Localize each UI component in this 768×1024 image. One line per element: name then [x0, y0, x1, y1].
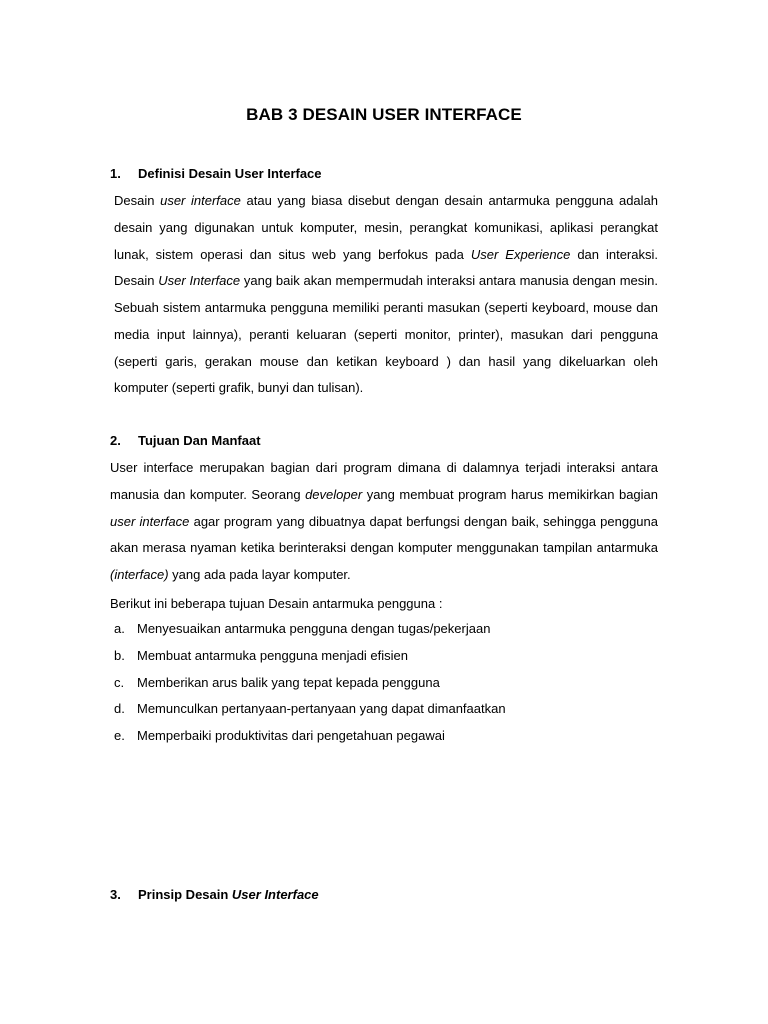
list-item	[114, 727, 506, 754]
list-item-text: Memberikan arus balik yang tepat kepada pengguna	[137, 674, 440, 690]
section-3-heading	[110, 886, 319, 904]
list-item	[114, 620, 506, 647]
section-1-title: Definisi Desain User Interface	[138, 166, 322, 181]
list-item-letter: c.	[114, 674, 125, 690]
list-item	[114, 674, 506, 701]
list-item-text: Menyesuaikan antarmuka pengguna dengan tugas/pekerjaan	[137, 621, 491, 636]
list-item	[114, 700, 506, 727]
list-item-letter: b.	[114, 647, 125, 663]
section-2-heading	[110, 432, 261, 450]
section-1-paragraph: Desain user interface atau yang biasa disebut dengan desain antarmuka pengguna adalah desain yang digunakan untuk komputer, mesin, perangkat komunikasi, aplikasi perangkat lunak, sistem operasi dan situs web yang berfokus pada User Experience dan interaksi. Desain User Interface yang baik akan mempermudah interaksi antara manusia dengan mesin. Sebuah sistem antarmuka pengguna memiliki peranti masukan (seperti keyboard, mouse dan media input lainnya), peranti keluaran (seperti monitor, printer), masukan dari pengguna (seperti garis, gerakan mouse dan ketikan keyboard ) dan hasil yang dikeluarkan oleh komputer (seperti grafik, bunyi dan tulisan).	[114, 193, 658, 396]
section-2-list-intro: Berikut ini beberapa tujuan Desain antarmuka pengguna :	[110, 596, 443, 611]
list-item-text: Membuat antarmuka pengguna menjadi efisien	[137, 647, 409, 663]
goals-list	[114, 620, 506, 754]
section-2-number: 2.	[110, 433, 121, 448]
section-3-title: Prinsip Desain	[138, 887, 232, 902]
section-1-number: 1.	[110, 166, 121, 181]
section-2-title: Tujuan Dan Manfaat	[138, 433, 261, 448]
section-3-number: 3.	[110, 887, 121, 902]
list-item	[114, 647, 506, 674]
list-item-text: Memunculkan pertanyaan-pertanyaan yang dapat dimanfaatkan	[137, 701, 506, 717]
list-item-text: Memperbaiki produktivitas dari pengetahuan pegawai	[137, 728, 445, 743]
list-item-letter: d.	[114, 701, 125, 717]
section-3-title-italic: User Interface	[231, 887, 319, 902]
section-2-paragraph: User interface merupakan bagian dari program dimana di dalamnya terjadi interaksi antara manusia dan komputer. Seorang developer yang membuat program harus memikirkan bagian user interface agar program yang dibuatnya dapat berfungsi dengan baik, sehingga pengguna akan merasa nyaman ketika berinteraksi dengan komputer menggunakan tampilan antarmuka (interface) yang ada pada layar komputer.	[110, 460, 658, 582]
document-title: BAB 3 DESAIN USER INTERFACE	[246, 105, 522, 124]
section-1-heading	[110, 165, 322, 183]
list-item-letter: e.	[114, 728, 125, 743]
list-item-letter: a.	[114, 621, 125, 636]
